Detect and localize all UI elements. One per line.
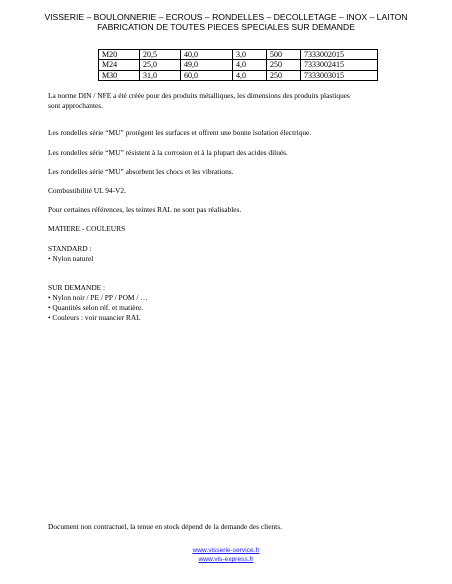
header-line-2: FABRICATION DE TOUTES PIECES SPECIALES SUR DEMANDE <box>97 22 355 32</box>
standard-title: STANDARD : <box>48 244 92 253</box>
footer-link-visserie-service[interactable]: www.visserie-service.fr <box>192 547 260 554</box>
table-cell: M30 <box>99 70 140 80</box>
table-cell: 7333002015 <box>301 50 378 60</box>
materials-title: MATIERE - COULEURS <box>48 224 126 233</box>
disclaimer: Document non contractuel, la tenue en stock dépend de la demande des clients. <box>48 522 282 531</box>
table-cell: M24 <box>99 60 140 70</box>
table-cell: 500 <box>267 50 301 60</box>
norme-note-line-2: sont approchantes. <box>48 101 104 110</box>
table-cell: M20 <box>99 50 140 60</box>
table-cell: 60,0 <box>181 70 233 80</box>
table-cell: 250 <box>267 60 301 70</box>
table-cell: 4,0 <box>233 70 267 80</box>
table-cell: 49,0 <box>181 60 233 70</box>
table-row <box>99 50 378 60</box>
dimensions-table <box>98 49 378 81</box>
table-row <box>99 70 378 80</box>
page-header <box>0 12 452 32</box>
on-demand-title: SUR DEMANDE : <box>48 283 106 292</box>
table-cell: 250 <box>267 70 301 80</box>
on-demand-item: • Nylon noir / PE / PP / POM / … <box>48 293 148 302</box>
table-cell: 25,0 <box>140 60 181 70</box>
combustibility-note: Combustibilité UL 94-V2. <box>48 186 126 195</box>
on-demand-item: • Couleurs : voir nuancier RAL <box>48 313 141 322</box>
norme-note-line-1: La norme DIN / NFE a été créée pour des produits métalliques, les dimensions des produits plastiques <box>48 91 350 100</box>
table-cell: 7333003015 <box>301 70 378 80</box>
table-cell: 20,5 <box>140 50 181 60</box>
footer-link-vis-express[interactable]: www.vis-express.fr <box>198 556 254 563</box>
ral-note: Pour certaines références, les teintes RAL ne sont pas réalisables. <box>48 205 242 214</box>
standard-item: • Nylon naturel <box>48 254 94 263</box>
feature-corrosion: Les rondelles série “MU” résistent à la corrosion et à la plupart des acides dilués. <box>48 148 288 157</box>
table-row <box>99 60 378 70</box>
feature-shock: Les rondelles série “MU” absorbent les chocs et les vibrations. <box>48 167 234 176</box>
table-cell: 4,0 <box>233 60 267 70</box>
header-line-1: VISSERIE – BOULONNERIE – ECROUS – RONDELLES – DECOLLETAGE – INOX – LAITON <box>44 12 408 22</box>
feature-protection: Les rondelles série “MU” protègent les surfaces et offrent une bonne isolation électrique. <box>48 128 312 137</box>
table-cell: 31,0 <box>140 70 181 80</box>
table-cell: 40,0 <box>181 50 233 60</box>
table-cell: 7333002415 <box>301 60 378 70</box>
on-demand-item: • Quantités selon réf. et matière. <box>48 303 144 312</box>
table-cell: 3,0 <box>233 50 267 60</box>
